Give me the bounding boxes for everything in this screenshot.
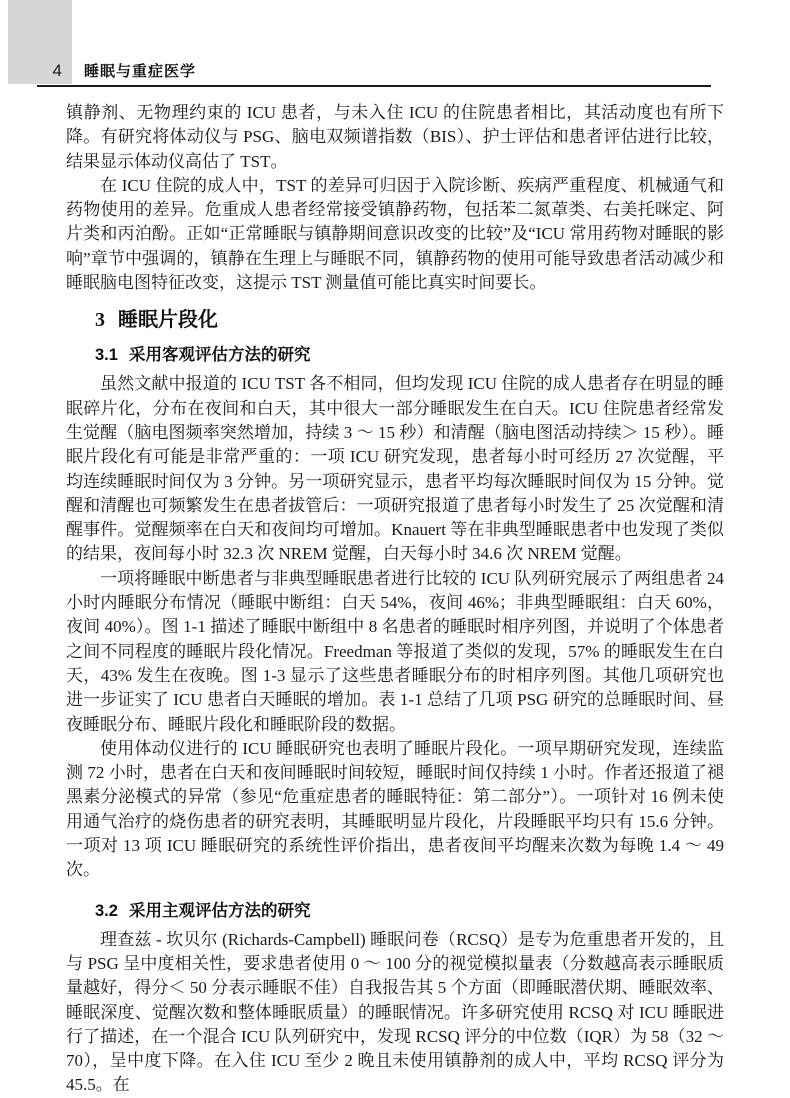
header-rule	[37, 85, 711, 87]
running-head-title: 睡眠与重症医学	[84, 63, 197, 80]
body-paragraph: 理查兹 - 坎贝尔 (Richards-Campbell) 睡眠问卷（RCSQ）是专为危重患者开发的，且与 PSG 呈中度相关性，要求患者使用 0 ～ 100 分的视觉模拟量表（分数越高表示睡眠质量越好，得分＜ 50 分表示睡眠不佳）自我报告其 5 个方面（即睡眠潜伏期、睡眠效率、睡眠深度、觉醒次数和整体睡眠质量）的睡眠情况。许多研究使用 RCSQ 对 ICU 睡眠进行了描述，在一个混合 ICU 队列研究中，发现 RCSQ 评分的中位数（IQR）为 58（32 ～ 70），呈中度下降。在入住 ICU 至少 2 晚且未使用镇静剂的成人中，平均 RCSQ 评分为 45.5。在	[66, 929, 724, 1095]
subsection-number: 3.1	[95, 346, 118, 365]
section-title: 睡眠片段化	[118, 309, 218, 332]
subsection-number: 3.2	[95, 901, 118, 920]
page-number: 4	[52, 61, 62, 80]
body-paragraph: 镇静剂、无物理约束的 ICU 患者，与未入住 ICU 的住院患者相比，其活动度也有所下降。有研究将体动仪与 PSG、脑电双频谱指数（BIS）、护士评估和患者评估进行比较，结果显示体动仪高估了 TST。	[66, 103, 724, 171]
section-number: 3	[95, 309, 105, 332]
subsection-heading-3-2	[95, 900, 724, 922]
section-heading-3	[95, 307, 724, 333]
body-paragraph: 一项将睡眠中断患者与非典型睡眠患者进行比较的 ICU 队列研究展示了两组患者 24 小时内睡眠分布情况（睡眠中断组：白天 54%，夜间 46%；非典型睡眠组：白天 60%，夜间 40%）。图 1-1 描述了睡眠中断组中 8 名患者的睡眠时相序列图，并说明了个体患者之间不同程度的睡眠片段化情况。Freedman 等报道了类似的发现，57% 的睡眠发生在白天，43% 发生在夜晚。图 1-3 显示了这些患者睡眠分布的时相序列图。其他几项研究也进一步证实了 ICU 患者白天睡眠的增加。表 1-1 总结了几项 PSG 研究的总睡眠时间、昼夜睡眠分布、睡眠片段化和睡眠阶段的数据。	[66, 568, 724, 734]
body-paragraph: 在 ICU 住院的成人中，TST 的差异可归因于入院诊断、疾病严重程度、机械通气和药物使用的差异。危重成人患者经常接受镇静药物，包括苯二氮䓬类、右美托咪定、阿片类和丙泊酚。正如“正常睡眠与镇静期间意识改变的比较”及“ICU 常用药物对睡眠的影响”章节中强调的，镇静在生理上与睡眠不同，镇静药物的使用可能导致患者活动减少和睡眠脑电图特征改变，这提示 TST 测量值可能比真实时间要长。	[66, 175, 724, 293]
body-paragraph: 使用体动仪进行的 ICU 睡眠研究也表明了睡眠片段化。一项早期研究发现，连续监测 72 小时，患者在白天和夜间睡眠时间较短，睡眠时间仅持续 1 小时。作者还报道了褪黑素分泌模式的异常（参见“危重症患者的睡眠特征：第二部分”）。一项针对 16 例未使用通气治疗的烧伤患者的研究表明，其睡眠明显片段化，片段睡眠平均只有 15.6 分钟。一项对 13 项 ICU 睡眠研究的系统性评价指出，患者夜间平均醒来次数为每晚 1.4 ～ 49 次。	[66, 738, 724, 880]
subsection-heading-3-1	[95, 344, 724, 366]
body-paragraph: 虽然文献中报道的 ICU TST 各不相同，但均发现 ICU 住院的成人患者存在明显的睡眠碎片化，分布在夜间和白天，其中很大一部分睡眠发生在白天。ICU 住院患者经常发生觉醒（脑电图频率突然增加，持续 3 ～ 15 秒）和清醒（脑电图活动持续＞ 15 秒）。睡眠片段化有可能是非常严重的：一项 ICU 研究发现，患者每小时可经历 27 次觉醒，平均连续睡眠时间仅为 3 分钟。另一项研究显示，患者平均每次睡眠时间仅为 15 分钟。觉醒和清醒也可频繁发生在患者拔管后：一项研究报道了患者每小时发生了 25 次觉醒和清醒事件。觉醒频率在白天和夜间均可增加。Knauert 等在非典型睡眠患者中也发现了类似的结果，夜间每小时 32.3 次 NREM 觉醒，白天每小时 34.6 次 NREM 觉醒。	[66, 374, 724, 564]
page-body	[66, 101, 724, 1098]
subsection-title: 采用主观评估方法的研究	[128, 901, 311, 920]
page-corner-block	[8, 0, 72, 84]
subsection-title: 采用客观评估方法的研究	[128, 346, 311, 365]
